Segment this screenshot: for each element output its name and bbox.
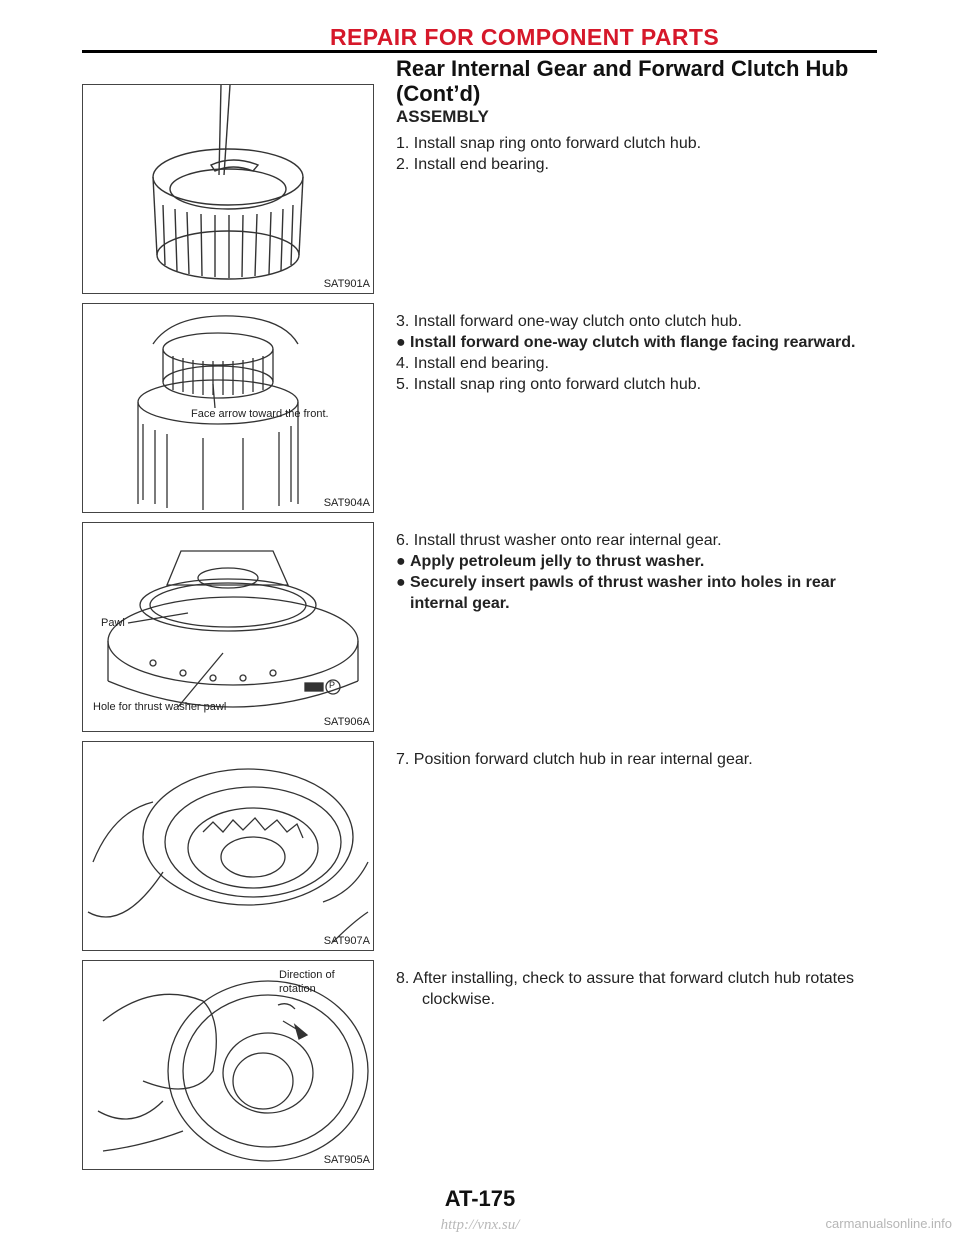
section-title [396,56,848,106]
step-5: 5. Install snap ring onto forward clutch hub. [396,376,702,393]
step-2: 2. Install end bearing. [396,156,549,173]
figure-thrust-washer [82,522,374,732]
figure-position-hub [82,741,374,951]
step-6-block [396,530,886,614]
figure-snap-ring [82,84,374,294]
step-8: 8. After installing, check to assure that forward clutch hub rotates clockwise. [396,970,855,1008]
internal-gear-drawing [83,742,373,950]
bullet-text: Apply petroleum jelly to thrust washer. [410,553,705,570]
step-7-block [396,749,886,770]
header-title: REPAIR FOR COMPONENT PARTS [330,24,720,50]
footer-url-link[interactable]: http://vnx.su/ [440,1217,520,1233]
step-7: 7. Position forward clutch hub in rear internal gear. [396,751,753,768]
assembly-block [396,106,886,175]
rotation-check-drawing [83,961,373,1169]
assembly-heading: ASSEMBLY [396,107,489,126]
header-rule [82,50,877,53]
bullet-dot: ● [396,574,406,591]
figure-label-p: P [329,680,336,690]
figure-code: SAT904A [323,497,370,509]
watermark: carmanualsonline.info [825,1216,952,1231]
bullet-dot: ● [396,334,406,351]
section-title-line1: Rear Internal Gear and Forward Clutch Hub [396,56,849,81]
figure-rotation-check [82,960,374,1170]
bullet-text: Securely insert pawls of thrust washer into holes in rear internal gear. [410,574,836,612]
step-6: 6. Install thrust washer onto rear internal gear. [396,532,722,549]
step-3-bullet [396,332,886,353]
step-3: 3. Install forward one-way clutch onto clutch hub. [396,313,742,330]
step-1: 1. Install snap ring onto forward clutch hub. [396,135,702,152]
figure-label-direction: Direction of [279,969,335,981]
step-8-block [396,968,886,1010]
figure-code: SAT901A [323,278,370,290]
figure-label-rotation: rotation [279,983,316,995]
step-6-bullet-1 [396,551,886,572]
figure-code: SAT906A [323,716,370,728]
figure-label-face-arrow: Face arrow toward the front. [191,408,329,420]
step-6-bullet-2 [396,572,886,614]
clutch-hub-drawing [83,85,373,293]
section-title-line2: (Cont’d) [396,81,481,106]
figure-label-pawl: Pawl [101,617,125,629]
figure-label-hole: Hole for thrust washer pawl [93,701,227,713]
thrust-washer-drawing [83,523,373,731]
figure-one-way-clutch [82,303,374,513]
bullet-text: Install forward one-way clutch with flange facing rearward. [410,334,856,351]
page-number: AT-175 [444,1186,516,1211]
step-4: 4. Install end bearing. [396,355,549,372]
steps-3-5-block [396,311,886,395]
figure-code: SAT905A [323,1154,370,1166]
bullet-dot: ● [396,553,406,570]
figure-code: SAT907A [323,935,370,947]
